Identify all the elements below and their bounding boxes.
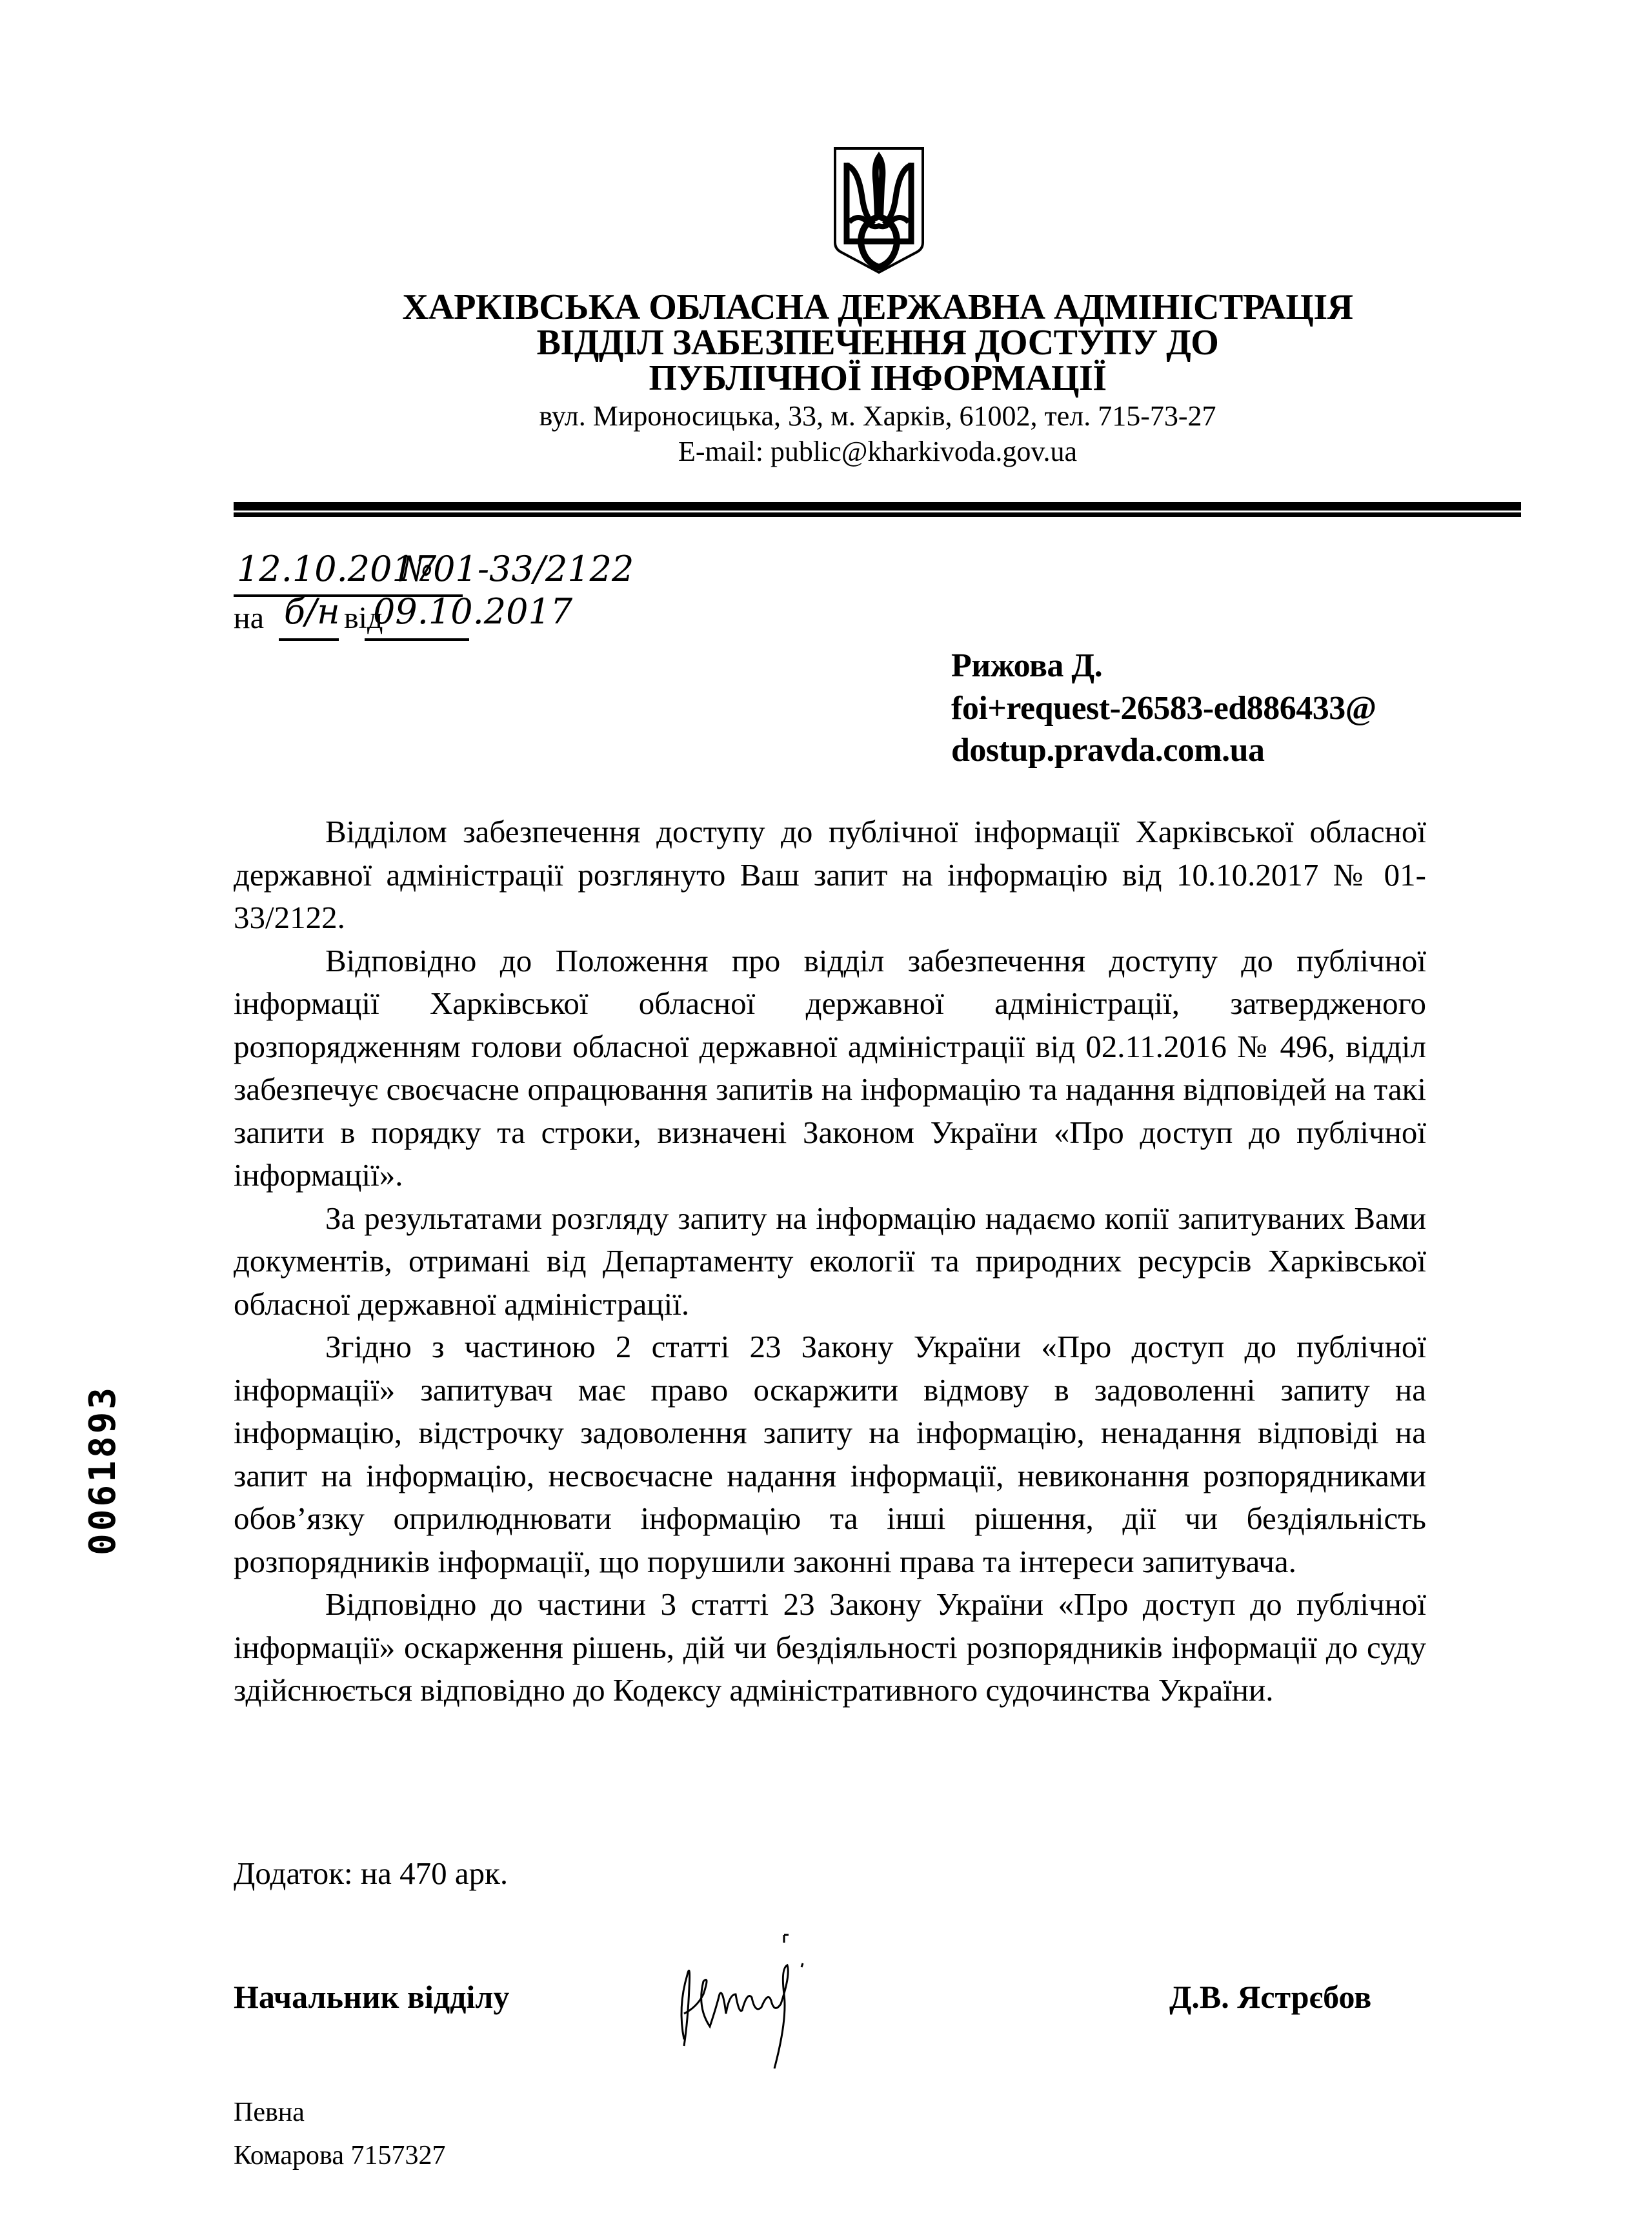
ref-underline xyxy=(279,638,339,641)
body-paragraph: Відділом забезпечення доступу до публічної інформації Харківської обласної державної адміністрації розглянуто Ваш запит на інформацію від 10.10.2017 № 01-33/2122. xyxy=(234,814,1426,935)
header-rule-thin xyxy=(234,512,1521,517)
executor-line1: Певна xyxy=(234,2098,305,2127)
letter-body xyxy=(234,811,1426,1712)
date-underline xyxy=(365,638,469,641)
incoming-date: 09.10.2017 xyxy=(373,591,573,632)
body-paragraph: Згідно з частиною 2 статті 23 Закону України «Про доступ до публічної інформації» запитувач має право оскаржити відмову в задоволенні запиту на інформацію, відстрочку задоволення запиту на інформацію, ненадання відповіді на запит на інформацію, несвоєчасне надання інформації, невиконання розпорядниками обов’язку оприлюднювати інформацію та інші рішення, дії чи бездіяльність розпорядників інформації, що порушили законні права та інтереси запитувача. xyxy=(234,1329,1426,1579)
recipient-name: Рижова Д. xyxy=(951,647,1103,684)
on-label: на xyxy=(234,601,264,635)
coat-of-arms-icon xyxy=(832,146,925,275)
from-label: від xyxy=(344,601,383,635)
org-name-line2: ВІДДІЛ ЗАБЕЗПЕЧЕННЯ ДОСТУПУ ДО xyxy=(536,323,1219,363)
signatory-name: Д.В. Ястрєбов xyxy=(1169,1979,1372,2015)
org-name-line1: ХАРКІВСЬКА ОБЛАСНА ДЕРЖАВНА АДМІНІСТРАЦІЯ xyxy=(402,287,1353,327)
org-name-line3: ПУБЛІЧНОЇ ІНФОРМАЦІЇ xyxy=(649,358,1107,398)
executor-line2: Комарова 7157327 xyxy=(234,2141,446,2170)
outgoing-number: №01-33/2122 xyxy=(400,549,634,589)
signatory-title: Начальник відділу xyxy=(234,1979,510,2015)
incoming-ref: б/н xyxy=(284,591,340,632)
body-paragraph: За результатами розгляду запиту на інформацію надаємо копії запитуваних Вами документів, отримані від Департаменту екології та природних ресурсів Харківської обласної державної адміністрації. xyxy=(234,1200,1426,1322)
registry-stamp-number: 0061893 xyxy=(82,1384,124,1555)
signature-icon xyxy=(665,1930,820,2078)
header-rule-thick xyxy=(234,502,1521,511)
org-address: вул. Мироносицька, 33, м. Харків, 61002, тел. 715-73-27 xyxy=(539,400,1216,432)
body-paragraph: Відповідно до частини 3 статті 23 Закону України «Про доступ до публічної інформації» оскарження рішень, дій чи бездіяльності розпорядників інформації до суду здійснюється відповідно до Кодексу адміністративного судочинства України. xyxy=(234,1586,1426,1708)
outgoing-date: 12.10.2017 xyxy=(237,549,437,589)
org-email: E-mail: public@kharkivoda.gov.ua xyxy=(678,436,1078,467)
body-paragraph: Відповідно до Положення про відділ забезпечення доступу до публічної інформації Харківської обласної державної адміністрації, затвердженого розпорядженням голови обласної державної адміністрації від 02.11.2016 № 496, відділ забезпечує своєчасне опрацювання запитів на інформацію та надання відповідей на такі запити в порядку та строки, визначені Законом України «Про доступ до публічної інформації». xyxy=(234,942,1426,1193)
attachment-note: Додаток: на 470 арк. xyxy=(234,1856,509,1891)
recipient-email-line1: foi+request-26583-ed886433@ xyxy=(951,690,1376,727)
recipient-email-line2: dostup.pravda.com.ua xyxy=(951,732,1265,769)
